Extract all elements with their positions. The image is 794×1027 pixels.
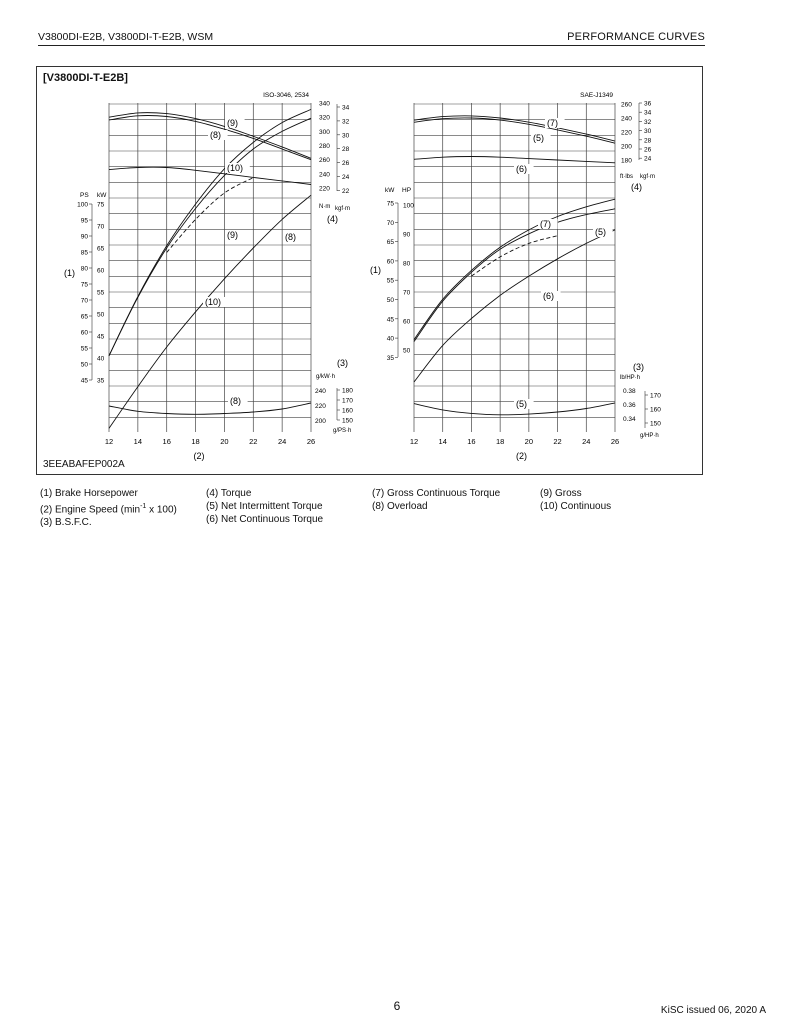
power-ps-tick-label: 85 [80,249,88,257]
x-tick-label: 24 [277,437,287,446]
power-hp-tick-label: 70 [403,289,411,297]
bsfc-kw-tick-label: 240 [315,388,326,395]
power-hp-tick-label: 100 [403,202,414,210]
power-ps-tick-label: 90 [80,233,88,241]
curve-label: (5) [595,227,606,237]
torque-kgf-tick-label: 32 [342,118,350,126]
legend-item: (7) Gross Continuous Torque [372,488,501,499]
legend-column-1 [40,487,177,529]
torque-kgf-tick-label: 28 [644,137,652,145]
power-series-line [167,178,254,253]
x-tick-label: 22 [553,437,562,446]
power-series-line [414,209,615,342]
bsfc-unit-label: g/PS·h [333,428,352,434]
power-unit-label: kW [97,192,107,199]
power-kw-tick-label: 50 [97,311,105,319]
torque-kgf-tick-label: 22 [342,187,350,195]
power-axis-label: (1) [64,268,75,278]
power-kw-tick-label: 50 [386,297,394,304]
curve-label: (6) [543,291,554,301]
power-series-line [414,230,615,382]
curve-label: (8) [285,232,296,242]
power-kw-tick-label: 75 [386,200,394,208]
x-tick-label: 18 [495,437,505,446]
x-axis-label: (2) [193,451,205,461]
power-series-line [109,118,311,356]
curve-label: (8) [210,130,221,140]
x-tick-label: 20 [220,437,229,446]
x-tick-label: 24 [582,437,591,446]
bsfc-unit-label: lb/HP·h [620,375,641,381]
bsfc-ps-tick-label: 170 [342,397,353,405]
power-series-line [109,195,311,428]
bsfc-ps-tick-label: 160 [342,407,353,415]
power-hp-tick-label: 60 [403,318,411,326]
power-kw-tick-label: 40 [386,335,394,343]
power-ps-tick-label: 100 [77,201,88,209]
x-tick-label: 26 [610,437,620,446]
curve-label: (10) [205,297,222,307]
legend-column-2 [206,487,323,526]
torque-kgf-tick-label: 34 [342,104,350,112]
bsfc-lb-tick-label: 0.36 [623,402,636,409]
torque-tick-label: 260 [621,101,632,109]
power-ps-tick-label: 45 [80,377,88,385]
power-kw-tick-label: 60 [386,258,394,266]
torque-series-line [414,118,615,143]
x-tick-label: 16 [162,437,171,446]
bsfc-g-tick-label: 150 [650,420,661,428]
power-kw-tick-label: 65 [97,245,105,253]
x-tick-label: 26 [306,437,316,446]
torque-tick-label: 240 [621,115,632,123]
header-right: PERFORMANCE CURVES [567,31,705,43]
power-series-line [414,199,615,340]
power-ps-tick-label: 75 [80,281,88,289]
bsfc-unit-label: g/HP·h [640,433,659,439]
bsfc-lb-tick-label: 0.34 [623,416,636,423]
power-kw-tick-label: 70 [97,223,105,231]
torque-tick-label: 180 [621,157,632,165]
curve-label: (5) [533,133,544,143]
power-kw-tick-label: 35 [386,354,394,362]
torque-kgf-tick-label: 26 [644,146,652,154]
x-tick-label: 14 [133,437,143,446]
torque-kgf-tick-label: 34 [644,109,652,117]
panel-title: [V3800DI-T-E2B] [43,72,128,84]
bsfc-axis-label: (3) [633,362,644,372]
torque-unit-label: ft·lbs [620,174,634,180]
power-kw-tick-label: 55 [97,289,105,297]
torque-kgf-tick-label: 26 [342,160,350,168]
torque-axis-label: (4) [327,214,338,224]
power-ps-tick-label: 70 [80,297,88,305]
legend-item: (8) Overload [372,501,428,512]
standard-label: ISO-3046, 2534 [263,92,309,99]
torque-kgf-tick-label: 36 [644,100,652,108]
x-tick-label: 14 [438,437,447,446]
curve-label: (10) [227,163,244,173]
bsfc-series-line [109,403,311,414]
torque-tick-label: 320 [319,114,330,122]
power-kw-tick-label: 40 [97,355,105,363]
torque-unit-label: kgf·m [640,174,655,180]
issue-note: KiSC issued 06, 2020 A [660,1005,766,1016]
torque-kgf-tick-label: 28 [342,146,350,154]
bsfc-kw-tick-label: 200 [315,418,326,425]
torque-unit-label: N·m [319,204,331,210]
legend-item: (10) Continuous [540,501,612,512]
torque-axis-label: (4) [631,182,642,192]
power-axis-label: (1) [370,265,381,275]
torque-unit-label: kgf·m [335,206,350,212]
bsfc-ps-tick-label: 150 [342,417,353,425]
header-left: V3800DI-E2B, V3800DI-T-E2B, WSM [38,31,214,43]
performance-charts [0,0,794,480]
torque-tick-label: 220 [319,185,330,193]
power-unit-label: kW [385,187,395,194]
bsfc-lb-tick-label: 0.38 [623,388,636,395]
bsfc-kw-tick-label: 220 [315,403,326,410]
curve-label: (8) [230,396,241,406]
power-ps-tick-label: 80 [80,265,88,273]
torque-tick-label: 220 [621,129,632,137]
power-ps-tick-label: 55 [80,345,88,353]
curve-label: (9) [227,118,238,128]
power-kw-tick-label: 45 [97,333,105,341]
curve-label: (9) [227,230,238,240]
power-ps-tick-label: 60 [80,329,88,337]
torque-tick-label: 260 [319,157,330,165]
standard-label: SAE-J1349 [580,92,613,99]
legend-item-text: (2) Engine Speed (min [40,504,141,516]
legend-item [40,500,177,516]
legend-item: (9) Gross [540,488,582,499]
bsfc-g-tick-label: 160 [650,406,661,414]
power-series-line [471,236,557,276]
power-hp-tick-label: 80 [403,260,411,268]
legend-item: (6) Net Continuous Torque [206,514,324,525]
torque-kgf-tick-label: 30 [644,128,652,136]
torque-series-line [109,167,311,184]
bsfc-axis-label: (3) [337,358,348,368]
torque-tick-label: 340 [319,100,330,108]
power-unit-label: HP [402,187,412,194]
curve-label: (5) [516,399,527,409]
power-kw-tick-label: 60 [97,267,105,275]
torque-tick-label: 240 [319,171,330,179]
power-ps-tick-label: 65 [80,313,88,321]
curve-label: (6) [516,164,527,174]
figure-code: 3EEABAFEP002A [43,459,125,470]
legend-item: (5) Net Intermittent Torque [206,501,323,512]
x-tick-label: 18 [191,437,200,446]
torque-series-line [414,157,615,163]
curve-label: (7) [547,118,558,128]
power-hp-tick-label: 90 [403,231,411,239]
torque-kgf-tick-label: 24 [644,155,652,163]
torque-kgf-tick-label: 30 [342,132,350,140]
legend-column-3 [372,487,500,513]
legend-item: (4) Torque [206,488,252,499]
power-kw-tick-label: 35 [97,377,105,385]
x-tick-label: 20 [524,437,534,446]
torque-tick-label: 200 [621,143,632,151]
power-kw-tick-label: 65 [386,239,394,247]
power-hp-tick-label: 50 [403,347,411,355]
power-ps-tick-label: 50 [80,361,88,369]
torque-tick-label: 280 [319,143,330,150]
bsfc-unit-label: g/kW·h [316,374,336,380]
x-axis-label: (2) [516,451,527,461]
legend-item: (3) B.S.F.C. [40,517,92,529]
page-number: 6 [393,999,401,1013]
legend-column-4 [540,487,611,513]
x-tick-label: 12 [104,437,114,446]
torque-tick-label: 300 [319,128,330,136]
legend-item: (1) Brake Horsepower [40,488,138,499]
power-unit-label: PS [80,192,89,199]
legend-item-suffix: x 100) [146,504,177,516]
x-tick-label: 16 [467,437,476,446]
power-kw-tick-label: 70 [386,219,394,227]
x-tick-label: 22 [249,437,258,446]
legend-superscript: -1 [140,503,147,510]
torque-kgf-tick-label: 24 [342,174,350,181]
power-kw-tick-label: 75 [97,201,105,209]
bsfc-g-tick-label: 170 [650,392,661,400]
torque-kgf-tick-label: 32 [644,118,652,126]
curve-label: (7) [540,219,551,229]
power-kw-tick-label: 55 [386,277,394,285]
power-ps-tick-label: 95 [80,217,88,225]
bsfc-ps-tick-label: 180 [342,387,353,395]
x-tick-label: 12 [409,437,419,446]
power-kw-tick-label: 45 [386,316,394,324]
